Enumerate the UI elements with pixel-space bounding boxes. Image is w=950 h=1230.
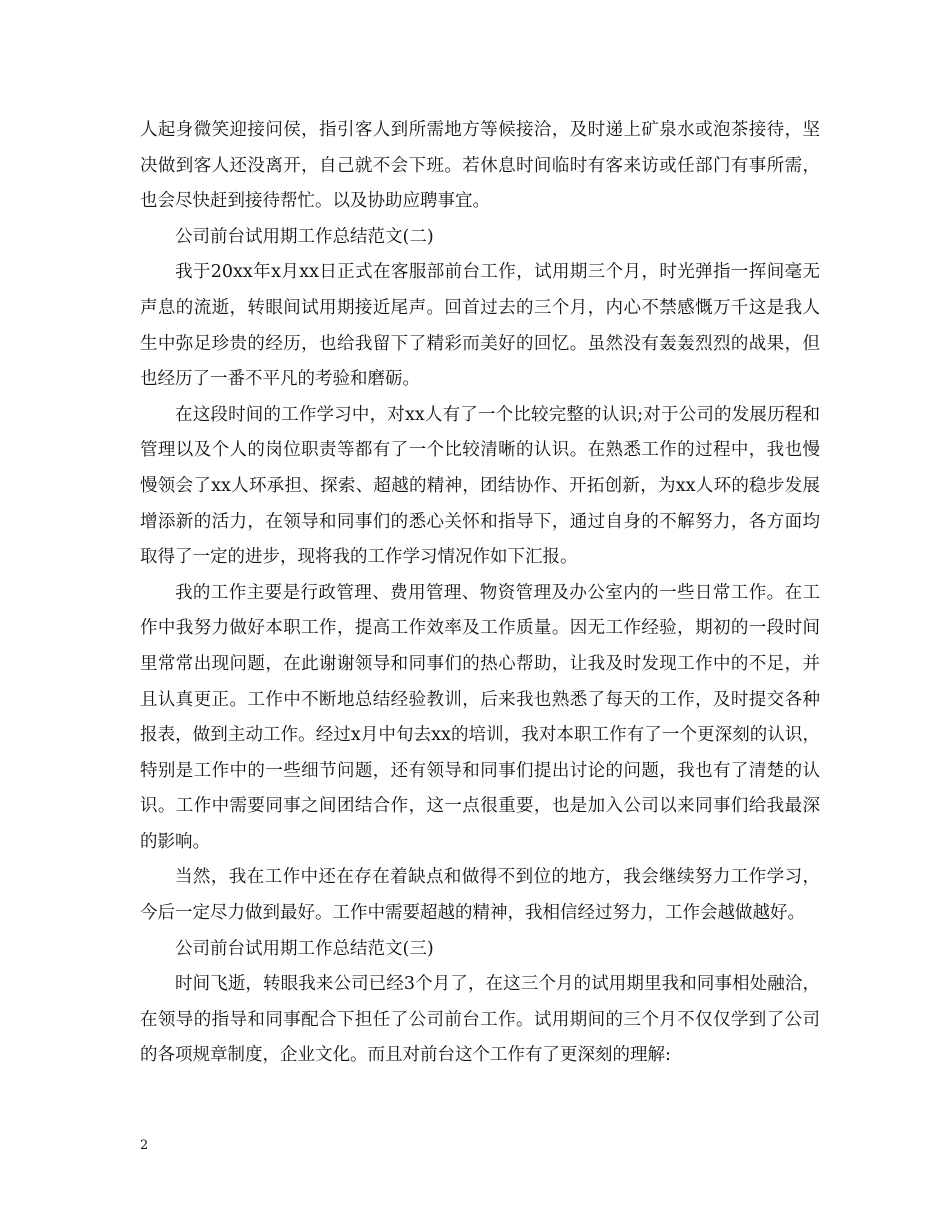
paragraph: 我的工作主要是行政管理、费用管理、物资管理及办公室内的一些日常工作。在工作中我努力做好本职工作，提高工作效率及工作质量。因无工作经验，期初的一段时间里常常出现问题，在此谢谢领导和同事们的热心帮助，让我及时发现工作中的不足，并且认真更正。工作中不断地总结经验教训，后来我也熟悉了每天的工作，及时提交各种报表，做到主动工作。经过x月中旬去xx的培训，我对本职工作有了一个更深刻的认识，特别是工作中的一些细节问题，还有领导和同事们提出讨论的问题，我也有了清楚的认识。工作中需要同事之间团结合作，这一点很重要，也是加入公司以来同事们给我最深的影响。: [140, 582, 820, 852]
paragraph: 在这段时间的工作学习中，对xx人有了一个比较完整的认识;对于公司的发展历程和管理以及个人的岗位职责等都有了一个比较清晰的认识。在熟悉工作的过程中，我也慢慢领会了xx人环承担、探索、超越的精神，团结协作、开拓创新，为xx人环的稳步发展增添新的活力，在领导和同事们的悉心关怀和指导下，通过自身的不解努力，各方面均取得了一定的进步，现将我的工作学习情况作如下汇报。: [140, 404, 820, 568]
paragraph: 时间飞逝，转眼我来公司已经3个月了，在这三个月的试用期里我和同事相处融洽，在领导的指导和同事配合下担任了公司前台工作。试用期间的三个月不仅仅学到了公司的各项规章制度，企业文化。而且对前台这个工作有了更深刻的理解:: [140, 974, 820, 1066]
section-heading-2: 公司前台试用期工作总结范文(二): [175, 226, 434, 247]
paragraph: 当然，我在工作中还在存在着缺点和做得不到位的地方，我会继续努力工作学习，今后一定尽力做到最好。工作中需要超越的精神，我相信经过努力，工作会越做越好。: [140, 867, 820, 924]
page-number: 2: [140, 1138, 149, 1153]
paragraph: 我于20xx年x月xx日正式在客服部前台工作，试用期三个月，时光弹指一挥间毫无声息的流逝，转眼间试用期接近尾声。回首过去的三个月，内心不禁感慨万千这是我人生中弥足珍贵的经历，也给我留下了精彩而美好的回忆。虽然没有轰轰烈烈的战果，但也经历了一番不平凡的考验和磨砺。: [140, 262, 820, 390]
paragraph-continuation: 人起身微笑迎接问侯，指引客人到所需地方等候接洽，及时递上矿泉水或泡茶接待，坚决做到客人还没离开，自己就不会下班。若休息时间临时有客来访或任部门有事所需，也会尽快赶到接待帮忙。以及协助应聘事宜。: [140, 120, 820, 212]
section-heading-3: 公司前台试用期工作总结范文(三): [175, 938, 434, 959]
document-body: [140, 113, 820, 1074]
